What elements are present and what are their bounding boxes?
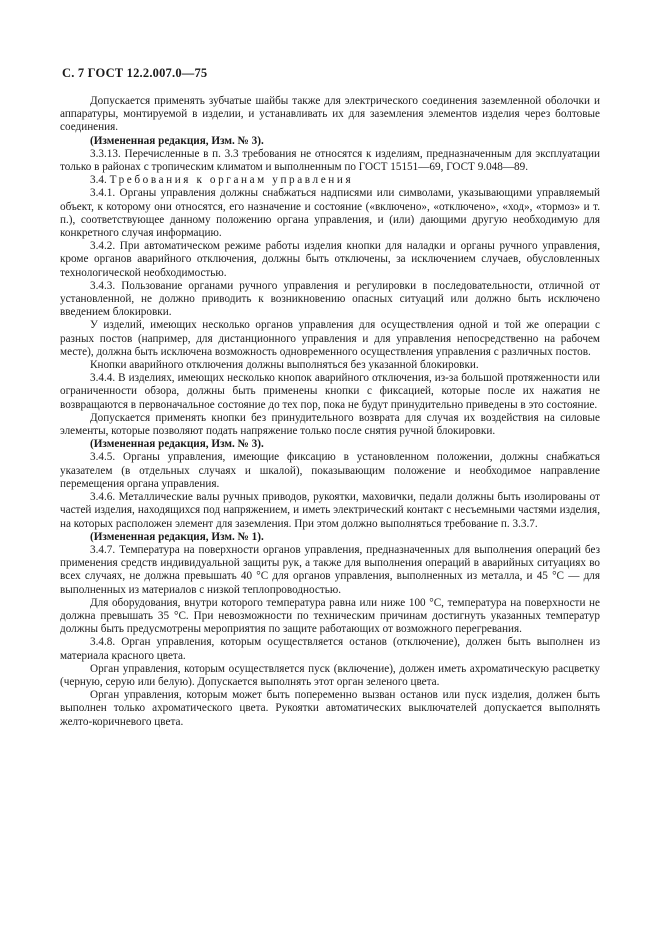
section-heading (60, 174, 600, 187)
section-number: 3.4. (90, 174, 107, 187)
paragraph: У изделий, имеющих несколько органов управления для осуществления одной и той же операции с разных постов (например, для дистанционного управления и для управления непосредственно на рабочем месте), должна быть исключена возможность одновременного осуществления управления с различных постов. (60, 319, 600, 358)
paragraph: 3.3.13. Перечисленные в п. 3.3 требования не относятся к изделиям, предназначенным для эксплуатации только в районах с тропическим климатом и выполненным по ГОСТ 15151—69, ГОСТ 9.048—89. (60, 147, 600, 174)
amendment-note: (Измененная редакция, Изм. № 3). (90, 438, 264, 451)
paragraph: 3.4.3. Пользование органами ручного управления и регулировки в последовательности, отличной от установленной, не должно приводить к возникновению опасных ситуаций или должно быть исключено введением блокировки. (60, 279, 600, 319)
page-header: С. 7 ГОСТ 12.2.007.0—75 (62, 66, 208, 80)
paragraph: 3.4.4. В изделиях, имеющих несколько кнопок аварийного отключения, из-за большой протяженности или ограниченности обзора, должны быть применены кнопки с фиксацией, которые после их нажатия не возвращаются в первоначальное состояние до тех пор, пока не будут принудительно приведены в это состояние. (60, 372, 600, 411)
paragraph: 3.4.6. Металлические валы ручных приводов, рукоятки, маховички, педали должны быть изолированы от частей изделия, находящихся под напряжением, и иметь электрический контакт с несъемными частями изделия, на которых расположен элемент для заземления. При этом должно выполняться требование п. 3.3.7. (60, 491, 600, 530)
paragraph: 3.4.7. Температура на поверхности органов управления, предназначенных для выполнения операций без применения средств индивидуальной защиты рук, а также для выполнения операций в аварийных ситуациях во всех случаях, не должна превышать 40 °С для органов управления, выполненных из металла, и 45 °С — для выполненных из материалов с низкой теплопроводностью. (60, 543, 600, 596)
paragraph: 3.4.8. Орган управления, которым осуществляется останов (отключение), должен быть выполнен из материала красного цвета. (60, 636, 600, 662)
paragraph: 3.4.5. Органы управления, имеющие фиксацию в установленном положении, должны снабжаться указателем (в отдельных случаях и шкалой), показывающим положение и необходимое направление перемещения органа управления. (60, 451, 600, 490)
paragraph: Кнопки аварийного отключения должны выполняться без указанной блокировки. (90, 359, 479, 372)
paragraph: Орган управления, которым осуществляется пуск (включение), должен иметь ахроматическую расцветку (черную, серую или белую). Допускается выполнять этот орган зеленого цвета. (60, 662, 600, 688)
paragraph: Допускается применять кнопки без принудительного возврата для случая их воздействия на силовые элементы, которые позволяют подать напряжение только после снятия ручной блокировки. (60, 411, 600, 438)
amendment-note: (Измененная редакция, Изм. № 3). (90, 134, 264, 147)
paragraph: Орган управления, которым может быть попеременно вызван останов или пуск изделия, должен быть выполнен только ахроматического цвета. Рукоятки автоматических выключателей допускается выполнять желто-коричневого цвета. (60, 689, 600, 728)
section-title: Требования к органам управления (109, 174, 354, 187)
paragraph: Допускается применять зубчатые шайбы также для электрического соединения заземленной оболочки и аппаратуры, монтируемой в изделии, и устанавливать их для заземления элементов изделия через болтовые соединения. (60, 95, 600, 134)
paragraph: 3.4.2. При автоматическом режиме работы изделия кнопки для наладки и органы ручного управления, кроме органов аварийного отключения, должны быть отключены, за исключением случаев, обусловленных технологической необходимостью. (60, 240, 600, 279)
document-body (60, 95, 600, 729)
paragraph: Для оборудования, внутри которого температура равна или ниже 100 °С, температура на поверхности не должна превышать 35 °С. При невозможности по техническим причинам достигнуть указанных температур должны быть предусмотрены мероприятия по защите работающих от возможного перегревания. (60, 596, 600, 636)
amendment-note: (Измененная редакция, Изм. № 1). (90, 530, 264, 543)
paragraph: 3.4.1. Органы управления должны снабжаться надписями или символами, указывающими управляемый объект, к которому они относятся, его назначение и состояние («включено», «отключено», «ход», «тормоз» и т. п.), соответствующее данному положению органа управления, и (или) дающими другую необходимую для конкретного случая информацию. (60, 187, 600, 240)
